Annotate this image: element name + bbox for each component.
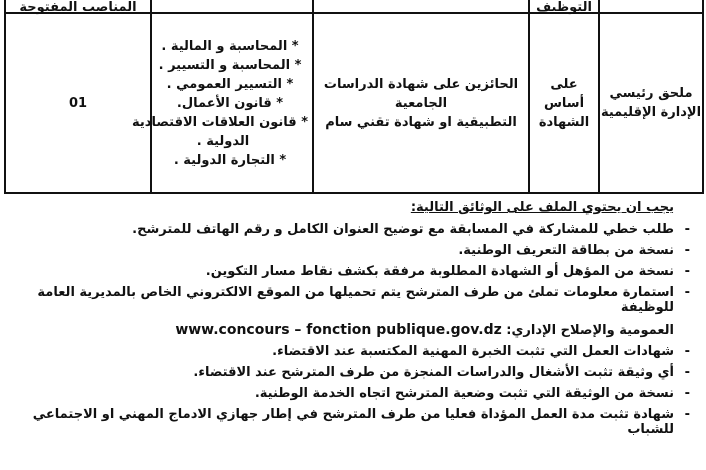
list-item-text: استمارة معلومات تملئ من طرف المترشح يتم تحميلها من الموقع الالكتروني الخاص بالمديرية العامة للوظيفة xyxy=(37,285,674,315)
grade-cell xyxy=(599,13,703,193)
specialty-item: * المحاسبة و التسيير . xyxy=(158,57,302,73)
list-item: - طلب خطي للمشاركة في المسابقة مع توضيح العنوان الكامل و رقم الهاتف للمترشح. xyxy=(132,222,690,237)
table-header-row xyxy=(5,0,703,13)
specialty-item: * التجارة الدولية . xyxy=(173,152,287,168)
specialty-item: الدولية . xyxy=(196,133,250,149)
qualification-line: التطبيقية او شهادة تقني سام xyxy=(325,114,517,130)
documents-title: يجب ان يحتوي الملف على الوثائق التالية: xyxy=(410,200,674,215)
header-grade-cell xyxy=(599,0,703,13)
website-url: www.concours – fonction publique.gov.dz xyxy=(175,322,502,338)
list-item: - نسخة من الوثيقة التي تثبت وضعية المترشح اتجاه الخدمة الوطنية. xyxy=(254,386,690,401)
header-positions: المناصب المفتوحة xyxy=(5,0,151,13)
mode-line: على أساس xyxy=(543,76,585,111)
list-item-text: نسخة من المؤهل أو الشهادة المطلوبة مرفقة بكشف نقاط مسار التكوين. xyxy=(205,264,674,279)
recruitment-mode-cell xyxy=(529,13,599,193)
list-item-text: طلب خطي للمشاركة في المسابقة مع توضيح العنوان الكامل و رقم الهاتف للمترشح. xyxy=(132,222,674,237)
list-item-text: نسخة من الوثيقة التي تثبت وضعية المترشح اتجاه الخدمة الوطنية. xyxy=(254,386,674,401)
list-item-text: نسخة من بطاقة التعريف الوطنية. xyxy=(458,243,674,258)
qualification-cell xyxy=(313,13,529,193)
positions-count-cell: 01 xyxy=(5,13,151,193)
list-item: - نسخة من بطاقة التعريف الوطنية. xyxy=(458,243,690,258)
list-item: - استمارة معلومات تملئ من طرف المترشح يتم تحميلها من الموقع الالكتروني الخاص بالمديرية العامة للوظيفة العمومية والإصلاح الإداري: www.concours – fonction publique.gov.dz xyxy=(10,285,696,338)
specialty-item: * التسيير العمومي . xyxy=(166,76,294,92)
specialty-item: * المحاسبة و المالية . xyxy=(161,38,299,54)
grade-line: الإدارة الإقليمية xyxy=(600,105,702,120)
grade-line: ملحق رئيسي xyxy=(609,86,693,101)
specialty-item: * قانون الأعمال. xyxy=(176,95,284,111)
list-item-cont-text: العمومية والإصلاح الإداري: xyxy=(506,323,674,338)
specialties-cell xyxy=(132,13,313,193)
list-item: - نسخة من المؤهل أو الشهادة المطلوبة مرفقة بكشف نقاط مسار التكوين. xyxy=(205,264,690,279)
required-documents xyxy=(10,200,696,443)
list-item-text: أي وثيقة تثبت الأشغال والدراسات المنجزة من طرف المترشح عند الاقتضاء. xyxy=(193,365,674,380)
header-qualification-cell xyxy=(313,0,529,13)
positions-table xyxy=(4,0,704,194)
specialty-item: * قانون العلاقات الاقتصادية xyxy=(132,114,308,130)
qualification-line: الحائزين على شهادة الدراسات الجامعية xyxy=(323,76,519,111)
header-specialties-cell xyxy=(151,0,313,13)
header-recruitment-mode: التوظيف xyxy=(529,0,599,13)
table-row xyxy=(5,13,703,193)
list-item-continuation xyxy=(10,323,674,338)
list-item: - شهادات العمل التي تثبت الخبرة المهنية المكتسبة عند الاقتضاء. xyxy=(272,344,690,359)
list-item: - أي وثيقة تثبت الأشغال والدراسات المنجزة من طرف المترشح عند الاقتضاء. xyxy=(193,365,690,380)
documents-list xyxy=(10,222,696,437)
list-item-text: شهادة تثبت مدة العمل المؤداة فعليا من طرف المترشح في إطار جهازي الادماج المهني او الاجتماعي للشباب xyxy=(32,407,674,437)
list-item-text: شهادات العمل التي تثبت الخبرة المهنية المكتسبة عند الاقتضاء. xyxy=(272,344,674,359)
mode-line: الشهادة xyxy=(538,114,590,130)
list-item: - شهادة تثبت مدة العمل المؤداة فعليا من طرف المترشح في إطار جهازي الادماج المهني او الاجتماعي للشباب xyxy=(32,407,690,437)
